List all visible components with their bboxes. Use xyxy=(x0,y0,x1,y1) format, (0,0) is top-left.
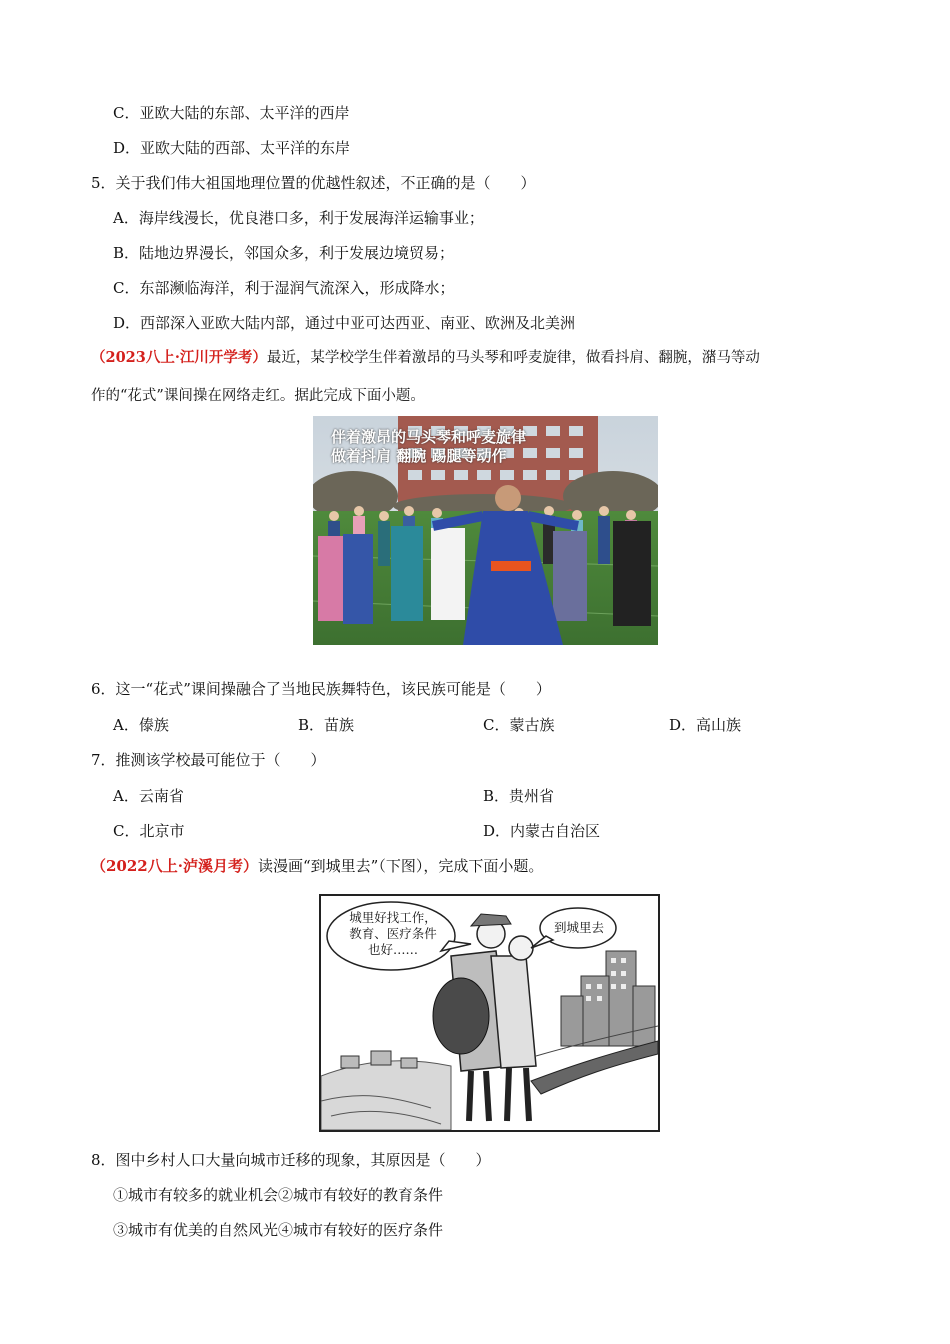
passage1-text1: 最近，某学校学生伴着激昂的马头琴和呼麦旋律，做看抖肩、翻腕，潴马等动 xyxy=(266,350,760,366)
q7-option-a: A．云南省 xyxy=(113,787,184,805)
q6-option-b: B．苗族 xyxy=(298,716,355,734)
cartoon-figure xyxy=(319,894,660,1132)
q8-statement-line1: ①城市有较多的就业机会②城市有较好的教育条件 xyxy=(113,1186,444,1204)
q5-stem: 5．关于我们伟大祖国地理位置的优越性叙述，不正确的是（ ） xyxy=(91,174,536,192)
q7-option-d: D．内蒙古自治区 xyxy=(483,822,601,840)
q8-statement-line2: ③城市有优美的自然风光④城市有较好的医疗条件 xyxy=(113,1221,444,1239)
q7-stem: 7．推测该学校最可能位于（ ） xyxy=(91,751,326,769)
cartoon-right-bubble: 到城里去 xyxy=(553,920,604,935)
q5-option-b: B．陆地边界漫长，邻国众多，利于发展边境贸易； xyxy=(113,244,455,262)
q5-option-d: D．西部深入亚欧大陆内部，通过中亚可达西亚、南亚、欧洲及北美洲 xyxy=(113,314,576,332)
passage2-text: 读漫画“到城里去”（下图），完成下面小题。 xyxy=(257,857,544,875)
q4-option-c: C．亚欧大陆的东部、太平洋的西岸 xyxy=(113,104,350,122)
q6-option-c: C．蒙古族 xyxy=(483,716,555,734)
passage2-source: （2022八上·泸溪月考） xyxy=(91,857,258,875)
passage1-line1 xyxy=(91,348,760,368)
cartoon-left-bubble-line1: 城里好找工作， xyxy=(349,910,437,925)
cartoon-left-bubble-line2: 教育、医疗条件 xyxy=(349,926,437,941)
passage1-source: （2023八上·江川开学考） xyxy=(91,349,267,366)
photo-caption-line1: 伴着激昂的马头琴和呼麦旋律 xyxy=(331,428,527,446)
q6-option-a: A．傣族 xyxy=(113,716,169,734)
q7-option-c: C．北京市 xyxy=(113,822,185,840)
q6-stem: 6．这一“花式”课间操融合了当地民族舞特色，该民族可能是（ ） xyxy=(91,680,551,698)
photo-caption-line2: 做着抖肩 翻腕 踢腿等动作 xyxy=(331,447,507,465)
q5-option-a: A．海岸线漫长，优良港口多，利于发展海洋运输事业； xyxy=(113,209,484,227)
q7-option-b: B．贵州省 xyxy=(483,787,555,805)
q8-stem: 8．图中乡村人口大量向城市迁移的现象，其原因是（ ） xyxy=(91,1151,491,1169)
cartoon-left-bubble-line3: 也好…… xyxy=(367,942,418,957)
dance-photo xyxy=(313,416,658,645)
q6-option-d: D．高山族 xyxy=(669,716,742,734)
cartoon-left-bubble xyxy=(333,910,453,958)
photo-caption xyxy=(331,428,526,466)
q5-option-c: C．东部濒临海洋，利于湿润气流深入，形成降水； xyxy=(113,279,455,297)
q4-option-d: D．亚欧大陆的西部、太平洋的东岸 xyxy=(113,139,351,157)
passage1-line2: 作的“花式”课间操在网络走红。据此完成下面小题。 xyxy=(91,388,425,404)
passage2-line xyxy=(91,856,543,876)
